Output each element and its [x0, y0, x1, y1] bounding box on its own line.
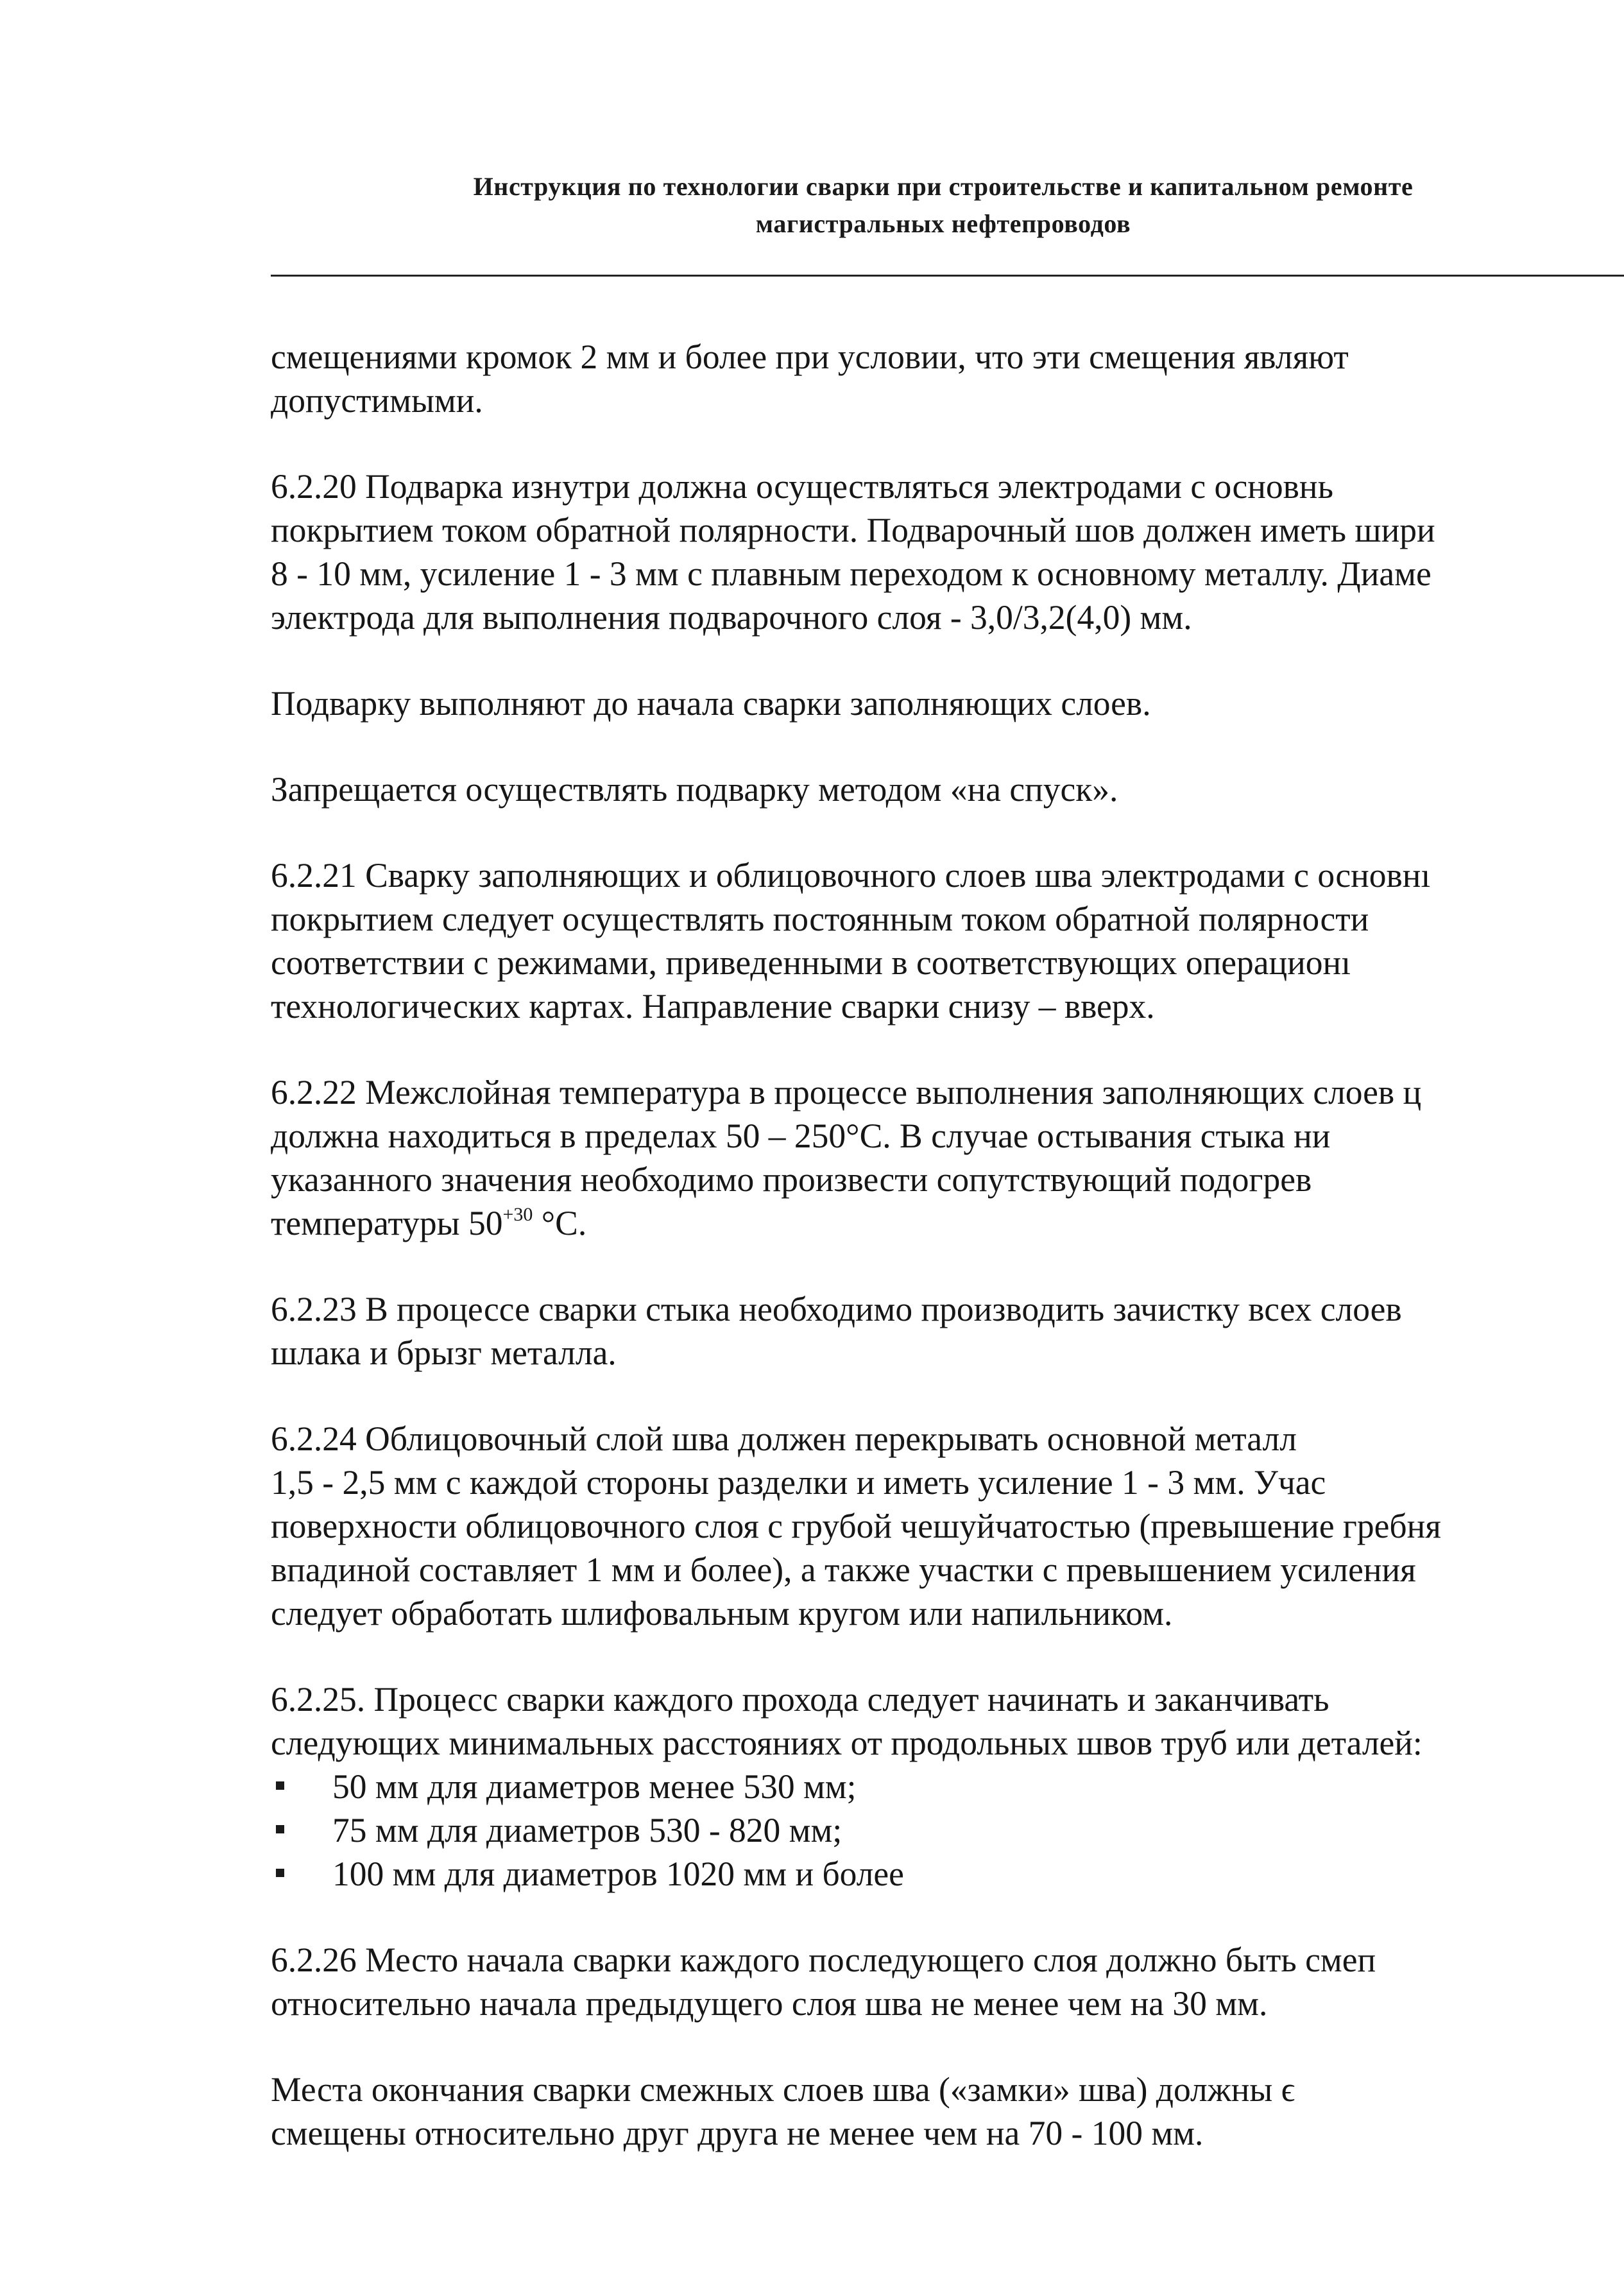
list-item-text: 50 мм для диаметров менее 530 мм;: [332, 1767, 857, 1806]
paragraph-backweld-order: [271, 682, 1624, 725]
document-body: [271, 335, 1624, 2196]
header-line-1: Инструкция по технологии сварки при строительстве и капитальном ремонте: [473, 172, 1414, 201]
temperature-unit: °С.: [533, 1204, 587, 1242]
paragraph-6-2-24: [271, 1417, 1624, 1635]
text-line: покрытием током обратной полярности. Подварочный шов должен иметь шири: [271, 511, 1435, 549]
list-item: [271, 1852, 1624, 1896]
text-line: 6.2.20 Подварка изнутри должна осуществляться электродами с основнь: [271, 467, 1333, 506]
distance-list: [271, 1765, 1624, 1896]
text-line: следующих минимальных расстояниях от продольных швов труб или деталей:: [271, 1724, 1423, 1762]
list-item-text: 75 мм для диаметров 530 - 820 мм;: [332, 1811, 842, 1849]
text-line: смещены относительно друг друга не менее чем на 70 - 100 мм.: [271, 2114, 1204, 2152]
text-line: 6.2.22 Межслойная температура в процессе выполнения заполняющих слоев ц: [271, 1073, 1422, 1111]
text-line: покрытием следует осуществлять постоянным током обратной полярности: [271, 900, 1369, 938]
paragraph-6-2-25: [271, 1677, 1624, 1765]
header-divider: [271, 275, 1624, 277]
temperature-text: температуры 50: [271, 1204, 503, 1242]
text-line: указанного значения необходимо произвести сопутствующий подогрев: [271, 1160, 1312, 1199]
text-line: Подварку выполняют до начала сварки заполняющих слоев.: [271, 684, 1151, 723]
text-line: должна находиться в пределах 50 – 250°С. В случае остывания стыка ни: [271, 1117, 1331, 1155]
text-line: смещениями кромок 2 мм и более при условии, что эти смещения являют: [271, 338, 1349, 376]
text-line: технологических картах. Направление сварки снизу – вверх.: [271, 987, 1155, 1025]
header-line-2: магистральных нефтепроводов: [755, 209, 1131, 238]
paragraph-6-2-23: [271, 1287, 1624, 1375]
text-line: соответствии с режимами, приведенными в соответствующих операционı: [271, 943, 1351, 982]
text-line: следует обработать шлифовальным кругом или напильником.: [271, 1594, 1173, 1633]
bullet-icon: [276, 1781, 284, 1790]
text-line: 6.2.21 Сварку заполняющих и облицовочного слоев шва электродами с основнı: [271, 856, 1431, 895]
text-line: 6.2.23 В процессе сварки стыка необходимо производить зачистку всех слоев: [271, 1290, 1402, 1328]
paragraph-backweld-prohibition: [271, 768, 1624, 811]
text-line: 6.2.24 Облицовочный слой шва должен перекрывать основной металл: [271, 1420, 1297, 1458]
bullet-icon: [276, 1869, 284, 1877]
text-line: шлака и брызг металла.: [271, 1334, 617, 1372]
text-line: 8 - 10 мм, усиление 1 - 3 мм с плавным переходом к основному металлу. Диаме: [271, 554, 1432, 593]
text-line: Запрещается осуществлять подварку методом «на спуск».: [271, 770, 1118, 809]
paragraph-weld-locks: [271, 2068, 1624, 2155]
text-line: [271, 1201, 1624, 1245]
list-item: [271, 1808, 1624, 1852]
text-line: электрода для выполнения подварочного слоя - 3,0/3,2(4,0) мм.: [271, 598, 1192, 637]
text-line: Места окончания сварки смежных слоев шва («замки» шва) должны ϵ: [271, 2070, 1295, 2109]
text-line: впадиной составляет 1 мм и более), а также участки с превышением усиления: [271, 1550, 1416, 1589]
text-line: допустимыми.: [271, 381, 483, 420]
paragraph-6-2-26: [271, 1938, 1624, 2025]
paragraph-6-2-21: [271, 853, 1624, 1028]
list-item-text: 100 мм для диаметров 1020 мм и более: [332, 1855, 904, 1893]
document-header: [302, 168, 1585, 243]
text-line: поверхности облицовочного слоя с грубой чешуйчатостью (превышение гребня: [271, 1507, 1441, 1545]
temperature-tolerance: +30: [502, 1204, 533, 1225]
text-line: 6.2.25. Процесс сварки каждого прохода следует начинать и заканчивать: [271, 1680, 1329, 1719]
paragraph-6-2-22: [271, 1070, 1624, 1245]
text-line: 1,5 - 2,5 мм с каждой стороны разделки и иметь усиление 1 - 3 мм. Учас: [271, 1463, 1326, 1502]
list-item: [271, 1765, 1624, 1808]
text-line: 6.2.26 Место начала сварки каждого последующего слоя должно быть смеп: [271, 1941, 1376, 1979]
paragraph-6-2-20: [271, 465, 1624, 639]
text-line: относительно начала предыдущего слоя шва не менее чем на 30 мм.: [271, 1984, 1268, 2023]
paragraph-continuation: [271, 335, 1624, 422]
bullet-icon: [276, 1825, 284, 1833]
